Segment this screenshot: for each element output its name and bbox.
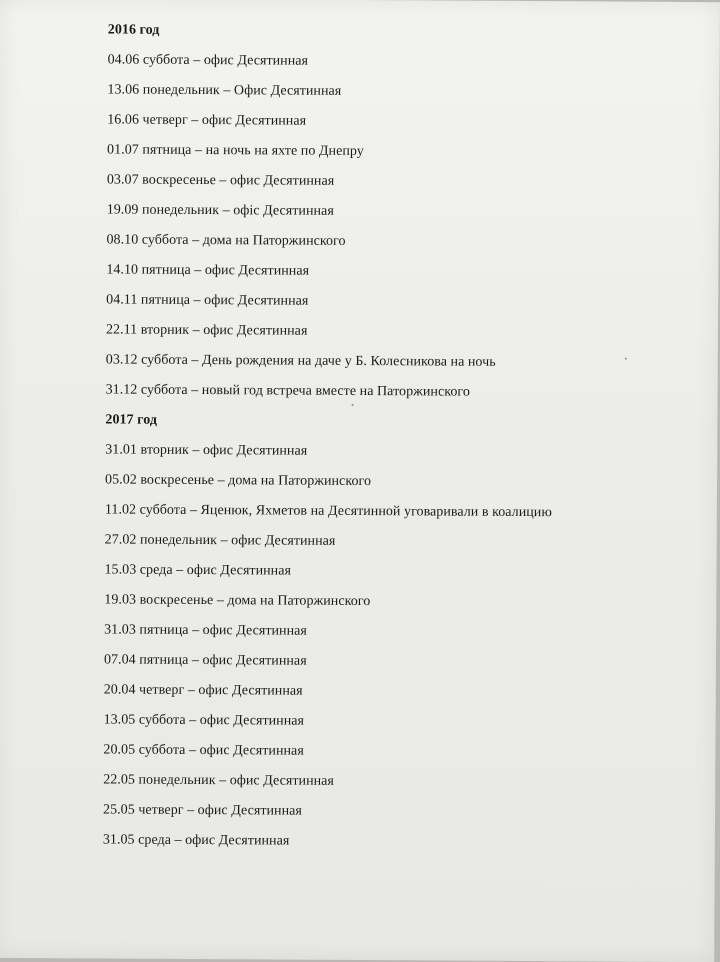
date-entry: 07.04 пятница – офис Десятинная (103, 652, 307, 669)
date-entry: 15.03 среда – офис Десятинная (104, 562, 292, 579)
date-entry: 05.02 воскресенье – дома на Паторжинского (105, 472, 372, 490)
date-entry: 20.04 четверг – офис Десятинная (103, 682, 303, 699)
date-entry: 03.07 воскресенье – офис Десятинная (106, 172, 335, 189)
date-entry: 25.05 четверг – офис Десятинная (103, 802, 302, 819)
paper-speck (625, 358, 627, 360)
date-entry: 19.09 понедельник – офіс Десятинная (106, 202, 334, 219)
date-entry: 22.11 вторник – офис Десятинная (105, 322, 308, 339)
date-entry: 31.01 вторник – офис Десятинная (105, 442, 308, 459)
year-heading: 2017 год (105, 412, 158, 428)
date-entry: 08.10 суббота – дома на Паторжинского (106, 232, 346, 249)
date-entry: 22.05 понедельник – офис Десятинная (103, 772, 335, 789)
document-body (102, 20, 680, 961)
date-entry: 20.05 суббота – офис Десятинная (103, 742, 304, 759)
paper-speck (352, 404, 354, 406)
date-entry: 04.06 суббота – офис Десятинная (107, 52, 309, 69)
date-entry: 13.06 понедельник – Офис Десятинная (107, 82, 342, 99)
date-entry: 01.07 пятница – на ночь на яхте по Днепру (107, 142, 364, 160)
date-entry: 04.11 пятница – офис Десятинная (106, 292, 309, 309)
date-entry: 14.10 пятница – офис Десятинная (106, 262, 310, 279)
date-entry: 31.03 пятница – офис Десятинная (104, 622, 307, 639)
year-section-2016 (106, 20, 680, 403)
date-entry: 31.05 среда – офис Десятинная (102, 832, 290, 849)
date-entry: 16.06 четверг – офис Десятинная (107, 112, 307, 129)
year-heading: 2016 год (107, 22, 160, 38)
year-section-2017 (103, 410, 678, 853)
date-entry: 27.02 понедельник – офис Десятинная (104, 532, 336, 549)
date-entry: 13.05 суббота – офис Десятинная (103, 712, 305, 729)
date-entry: 03.12 суббота – День рождения на даче у Б. Колесникова на ночь (105, 352, 496, 370)
date-entry: 19.03 воскресенье – дома на Паторжинского (104, 592, 371, 610)
date-entry: 11.02 суббота – Яценюк, Яхметов на Десятинной уговаривали в коалицию (104, 502, 552, 521)
date-entry: 31.12 суббота – новый год встреча вместе на Паторжинского (105, 382, 470, 400)
